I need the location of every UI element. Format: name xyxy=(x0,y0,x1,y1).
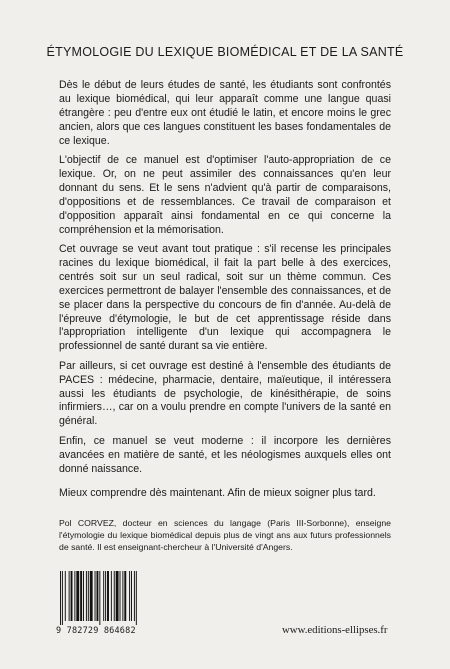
barcode-bar xyxy=(83,571,84,621)
barcode-bar xyxy=(122,571,123,621)
book-title: ÉTYMOLOGIE DU LEXIQUE BIOMÉDICAL ET DE LA SANTÉ xyxy=(46,45,404,59)
isbn-digits: 9 782729 864682 xyxy=(56,626,136,636)
barcode-bar xyxy=(111,571,112,621)
barcode-bar xyxy=(60,571,61,625)
barcode-bar xyxy=(71,571,73,621)
barcode-bar xyxy=(134,571,135,621)
barcode-bar xyxy=(86,571,87,621)
barcode xyxy=(56,571,156,637)
paragraph-audience: Par ailleurs, si cet ouvrage est destiné à l'ensemble des étudiants de PACES : médecine, pharmacie, dentaire, maïeutique, il intéressera aussi les étudiants de psychologie, de kinésithérapie, de soins infirmiers…, car on a voulu prendre en compte l'univers de la santé en général. xyxy=(59,359,391,428)
barcode-bar xyxy=(131,571,132,621)
barcode-bar xyxy=(103,571,104,621)
paragraph-intro: Dès le début de leurs études de santé, les étudiants sont confrontés au lexique biomédical, qui leur apparaît comme une langue quasi étrangère : peu d'entre eux ont étudié le latin, et encore moins le grec ancien, alors que ces langues constituent les bases fondamentales de ce lexique. xyxy=(59,79,391,147)
barcode-bar xyxy=(80,571,82,621)
barcode-bar xyxy=(65,571,66,621)
barcode-bar xyxy=(88,571,89,621)
barcode-bar xyxy=(74,571,75,621)
barcode-bar xyxy=(96,571,98,621)
author-bio: Pol CORVEZ, docteur en sciences du langage (Paris III-Sorbonne), enseigne l'étymologie du lexique biomédical depuis plus de vingt ans aux futurs professionnels de santé. Il est enseignant-chercheur à l'Université d'Angers. xyxy=(59,518,391,552)
barcode-bar xyxy=(107,571,109,621)
paragraph-modern: Enfin, ce manuel se veut moderne : il incorpore les dernières avancées en matière de santé, et les néologismes auxquels elles ont donné naissance. xyxy=(59,434,391,475)
publisher-website: www.editions-ellipses.fr xyxy=(282,624,388,636)
motto: Mieux comprendre dès maintenant. Afin de mieux soigner plus tard. xyxy=(59,487,376,500)
barcode-bar xyxy=(62,571,63,625)
barcode-bar xyxy=(90,571,93,621)
barcode-bar xyxy=(136,571,137,625)
paragraph-practical: Cet ouvrage se veut avant tout pratique : s'il recense les principales racines du lexique biomédical, il fait la part belle à des exercices, centrés soit sur un seul radical, soit sur un thème commun. Ces exercices permettront de balayer l'ensemble des connaissances, et de se placer dans la perspective du concours de fin d'année. Au-delà de l'épreuve d'étymologie, le but de cet apprentissage réside dans l'appropriation intelligente d'un lexique qui accompagnera le professionnel de santé durant sa vie entière. xyxy=(59,242,391,353)
barcode-bar xyxy=(95,571,96,621)
barcode-bar xyxy=(116,571,119,621)
barcode-bar xyxy=(120,571,121,621)
barcode-bar xyxy=(124,571,126,621)
barcode-bar xyxy=(105,571,106,621)
description xyxy=(59,79,391,507)
barcode-bars xyxy=(60,571,152,625)
paragraph-objective: L'objectif de ce manuel est d'optimiser l'auto-appropriation de ce lexique. Or, on ne peut assimiler des connaissances qu'en leur donnant du sens. Et le sens n'advient qu'à partir de comparaisons, d'oppositions et de ressemblances. Ce travail de comparaison et d'opposition apparaît ainsi fondamental en ce qui concerne la compréhension et la mémorisation. xyxy=(59,154,391,236)
barcode-bar xyxy=(99,571,100,625)
barcode-bar xyxy=(114,571,115,621)
barcode-bar xyxy=(76,571,79,621)
barcode-bar xyxy=(129,571,130,621)
barcode-bar xyxy=(69,571,70,621)
